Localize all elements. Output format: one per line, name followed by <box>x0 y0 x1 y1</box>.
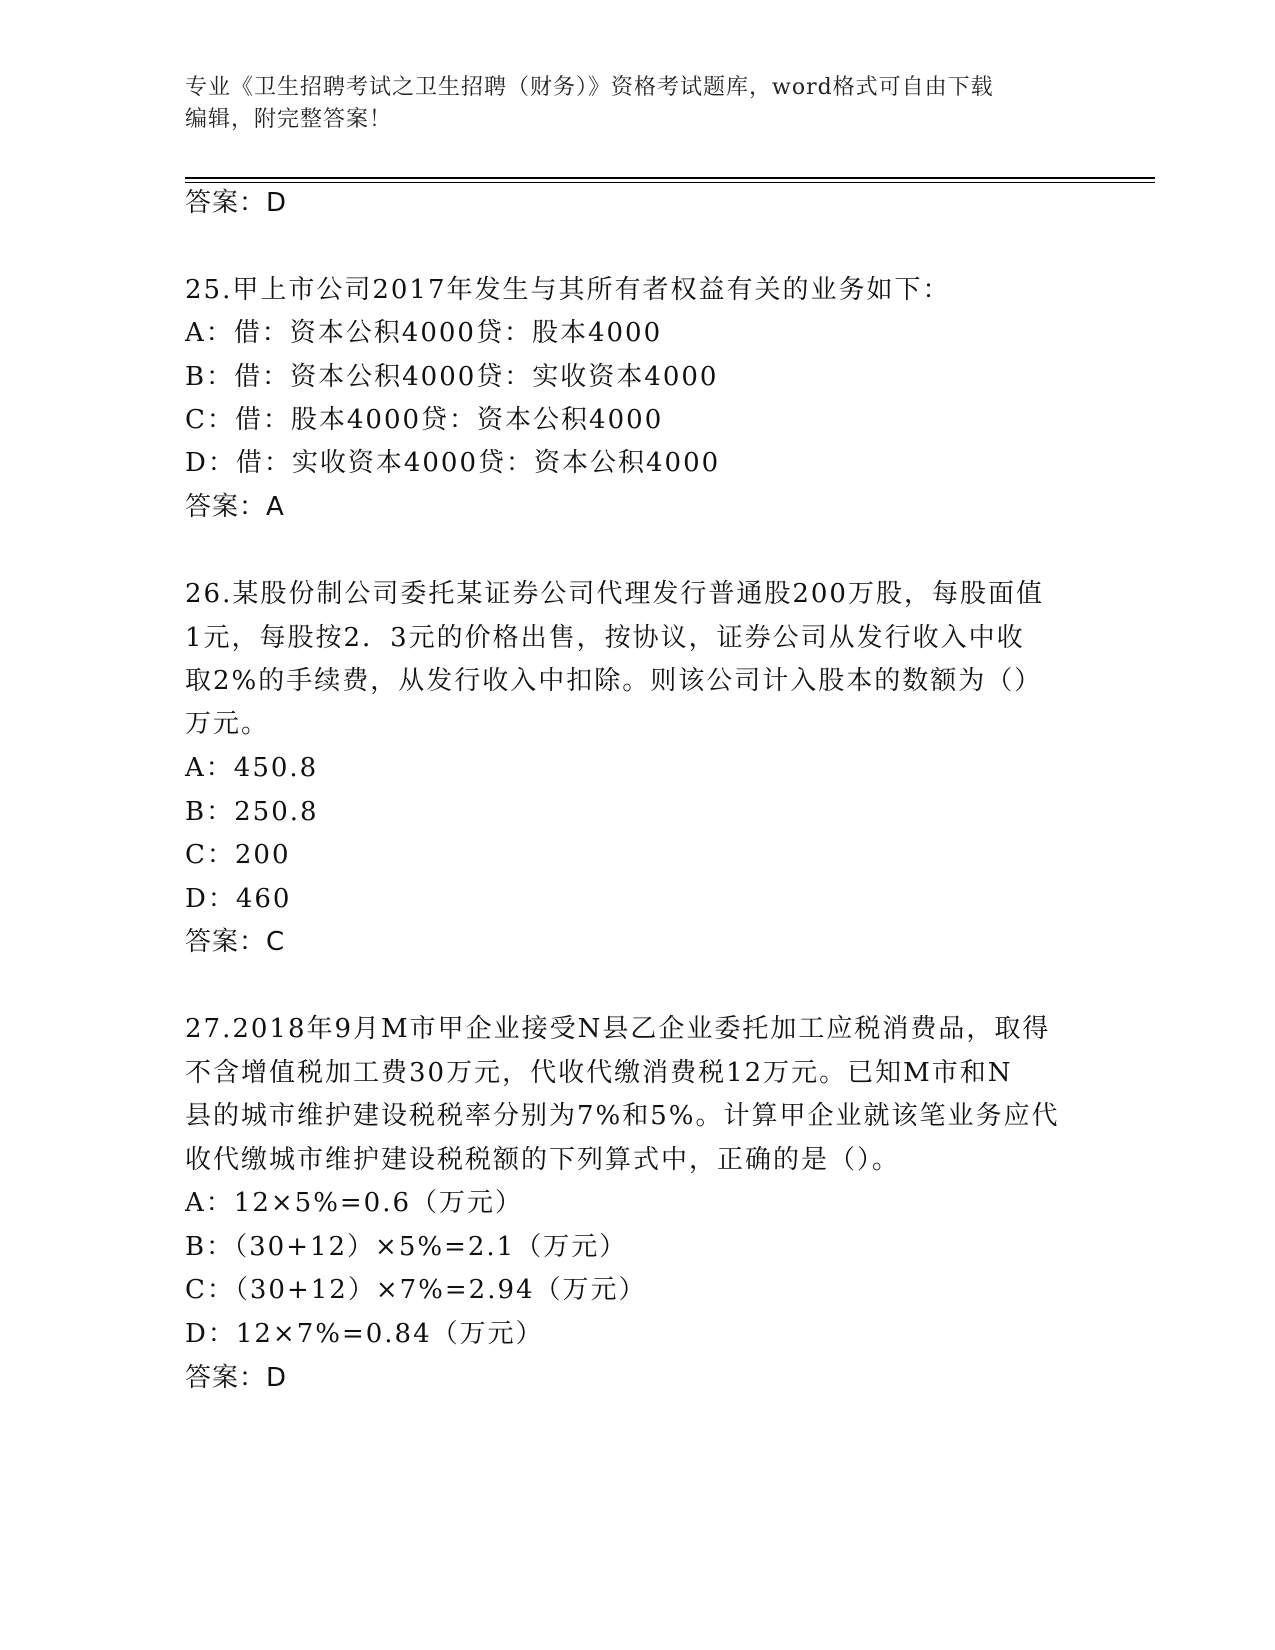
question-27-option-c: C：（30+12）×7%=2.94（万元） <box>185 1275 647 1305</box>
question-26-stem-line-4: 万元。 <box>185 709 270 739</box>
question-27-stem-line-1: 27.2018年9月M市甲企业接受N县乙企业委托加工应税消费品，取得 <box>185 1014 1051 1044</box>
question-25-answer: 答案：A <box>185 492 285 522</box>
question-27-stem-line-3: 县的城市维护建设税税率分别为7%和5%。计算甲企业就该笔业务应代 <box>185 1101 1060 1131</box>
header-divider-thin <box>185 182 1155 183</box>
header-line-2: 编辑，附完整答案！ <box>185 107 393 132</box>
question-26-stem-line-2: 1元，每股按2．3元的价格出售，按协议，证券公司从发行收入中收 <box>185 623 1025 653</box>
header-divider-thick <box>185 177 1155 179</box>
question-26-option-a: A：450.8 <box>185 753 319 783</box>
question-25-option-c: C：借：股本4000贷：资本公积4000 <box>185 405 664 435</box>
question-27-option-b: B：（30+12）×5%=2.1（万元） <box>185 1232 628 1262</box>
question-25-option-b: B：借：资本公积4000贷：实收资本4000 <box>185 362 719 392</box>
header-line-1: 专业《卫生招聘考试之卫生招聘（财务）》资格考试题库，word格式可自由下载 <box>185 75 994 100</box>
question-26-stem-line-1: 26.某股份制公司委托某证券公司代理发行普通股200万股，每股面值 <box>185 579 1044 609</box>
question-25-option-d: D：借：实收资本4000贷：资本公积4000 <box>185 448 721 478</box>
question-26-option-b: B：250.8 <box>185 797 319 827</box>
question-26-option-d: D：460 <box>185 884 292 914</box>
question-27-option-d: D：12×7%=0.84（万元） <box>185 1319 544 1349</box>
answer-previous: 答案：D <box>185 188 288 218</box>
question-26-option-c: C：200 <box>185 840 291 870</box>
question-25-option-a: A：借：资本公积4000贷：股本4000 <box>185 318 663 348</box>
question-27-answer: 答案：D <box>185 1363 288 1393</box>
question-26-answer: 答案：C <box>185 927 286 957</box>
document-header <box>185 72 1085 136</box>
question-27-option-a: A：12×5%=0.6（万元） <box>185 1188 524 1218</box>
question-26-stem-line-3: 取2%的手续费，从发行收入中扣除。则该公司计入股本的数额为（） <box>185 666 1043 696</box>
question-27-stem-line-2: 不含增值税加工费30万元，代收代缴消费税12万元。已知M市和N <box>185 1058 1013 1088</box>
question-25-stem: 25.甲上市公司2017年发生与其所有者权益有关的业务如下： <box>185 275 951 305</box>
question-27-stem-line-4: 收代缴城市维护建设税税额的下列算式中，正确的是（）。 <box>185 1145 901 1175</box>
